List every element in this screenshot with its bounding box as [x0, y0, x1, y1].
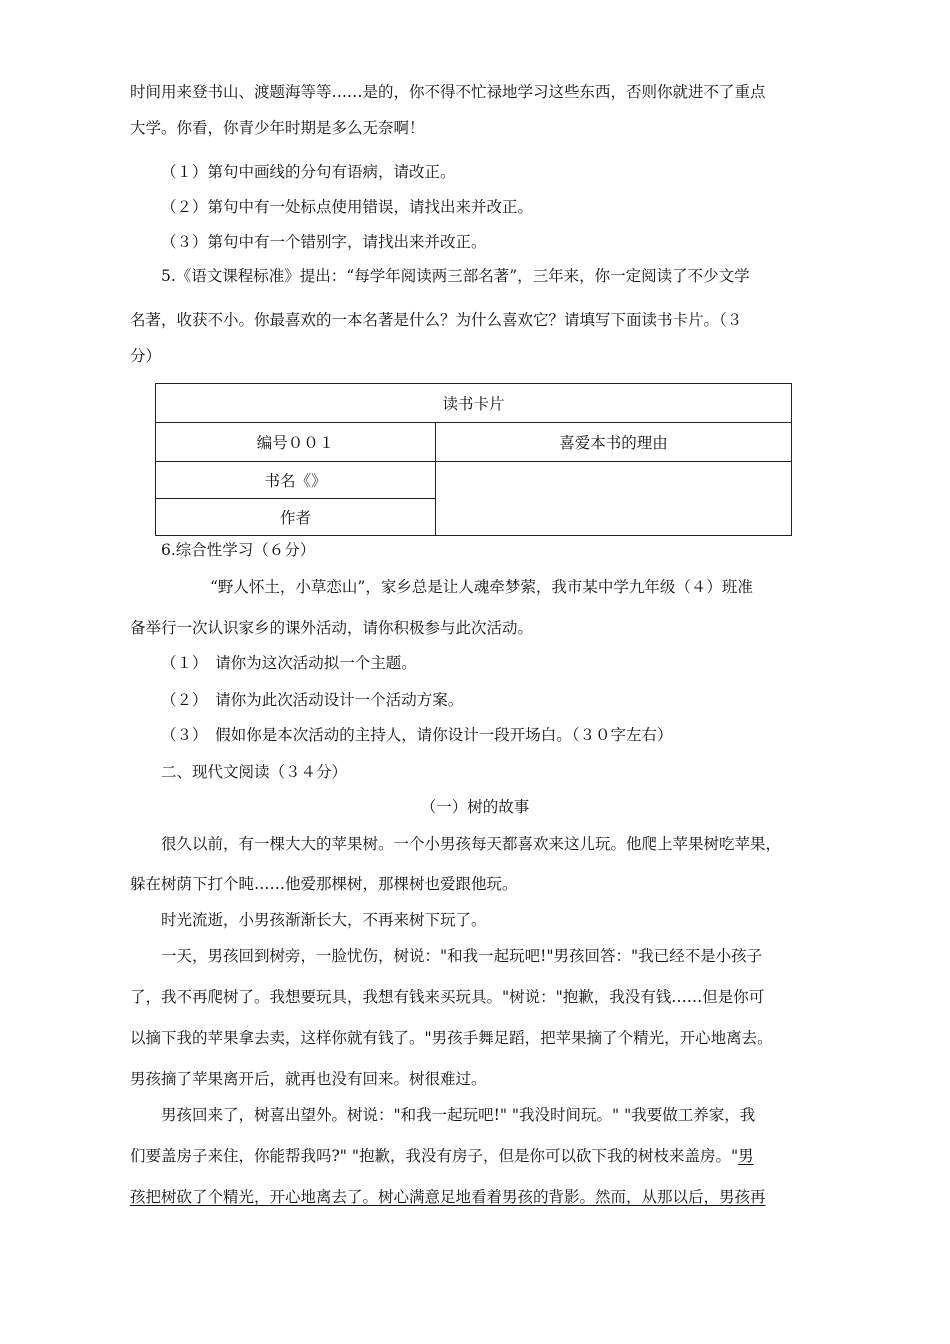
reading-card [155, 383, 792, 536]
divider [435, 423, 436, 535]
paragraph-line: 一天，男孩回到树旁，一脸忧伤，树说："和我一起玩吧!"男孩回答："我已经不是小孩子 [161, 947, 763, 965]
paragraph-line: 了，我不再爬树了。我想要玩具，我想有钱来买玩具。"树说："抱歉，我没有钱……但是你可 [130, 988, 765, 1006]
question-item: （３） 假如你是本次活动的主持人，请你设计一段开场白。（３０字左右） [161, 726, 673, 744]
text-line: 时间用来登书山、渡题海等等……是的，你不得不忙禄地学习这些东西，否则你就进不了重点 [130, 83, 766, 101]
paragraph-line: 以摘下我的苹果拿去卖，这样你就有钱了。"男孩手舞足蹈，把苹果摘了个精光，开心地离去。 [130, 1029, 773, 1047]
section-6-title: 6.综合性学习（６分） [161, 541, 316, 559]
underlined-text: 男 [738, 1147, 754, 1165]
section-heading: 二、现代文阅读（３４分） [161, 763, 348, 781]
story-title: （一）树的故事 [420, 798, 530, 816]
text-line: 大学。你看，你青少年时期是多么无奈啊！ [130, 119, 425, 137]
underlined-paragraph-line: 孩把树砍了个精光，开心地离去了。树心满意足地看着男孩的背影。然而，从那以后，男孩再 [130, 1188, 766, 1206]
card-author: 作者 [279, 509, 311, 527]
card-title: 读书卡片 [442, 395, 505, 413]
paragraph-line: 时光流逝，小男孩渐渐长大，不再来树下玩了。 [161, 911, 487, 929]
card-number: 编号００１ [256, 434, 335, 452]
paragraph-line: 躲在树荫下打个盹……他爱那棵树，那棵树也爱跟他玩。 [130, 875, 518, 893]
paragraph-line: 男孩回来了，树喜出望外。树说："和我一起玩吧!" "我没时间玩。" "我要做工养家，我 [161, 1106, 756, 1124]
question-item: （１）第句中画线的分句有语病，请改正。 [161, 163, 456, 181]
text-line: 备举行一次认识家乡的课外活动，请你积极参与此次活动。 [130, 619, 534, 637]
question-item: （２） 请你为此次活动设计一个活动方案。 [161, 691, 464, 709]
question-item: （１） 请你为这次活动拟一个主题。 [161, 654, 417, 672]
text-span: 们要盖房子来住，你能帮我吗?" "抱歉，我没有房子，但是你可以砍下我的树枝来盖房。" [130, 1147, 739, 1165]
paragraph-line: 男孩摘了苹果离开后，就再也没有回来。树很难过。 [130, 1070, 487, 1088]
text-line: 名著，收获不小。你最喜欢的一本名著是什么？为什么喜欢它？请填写下面读书卡片。（３ [130, 311, 743, 329]
text-line: 分） [130, 347, 162, 365]
paragraph-line: 很久以前，有一棵大大的苹果树。一个小男孩每天都喜欢来这儿玩。他爬上苹果树吃苹果， [161, 835, 782, 853]
question-item: （２）第句中有一处标点使用错误，请找出来并改正。 [161, 198, 534, 216]
paragraph-line [130, 1146, 754, 1166]
question-5: 5.《语文课程标准》提出：“每学年阅读两三部名著”，三年来，你一定阅读了不少文学 [161, 267, 750, 285]
card-reason-header: 喜爱本书的理由 [559, 434, 668, 452]
question-item: （３）第句中有一个错别字，请找出来并改正。 [161, 233, 487, 251]
text-line: “野人怀土，小草恋山”，家乡总是让人魂牵梦萦，我市某中学九年级（４）班准 [210, 578, 753, 596]
card-book-name: 书名《》 [264, 472, 327, 490]
